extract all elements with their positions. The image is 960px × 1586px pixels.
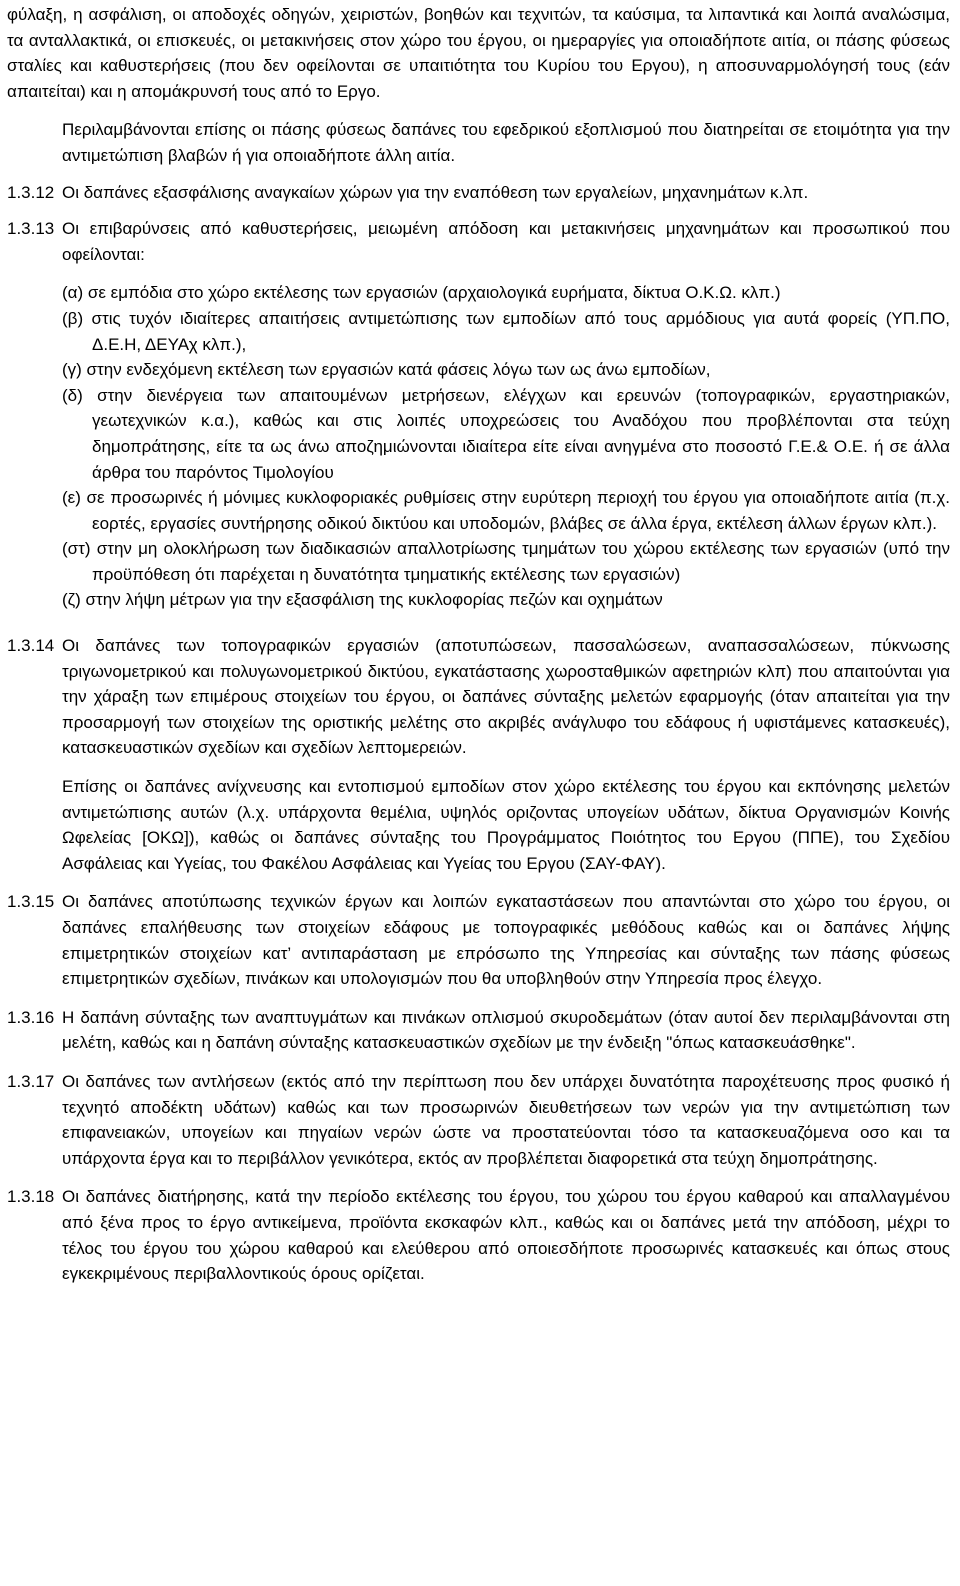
clause-1-3-12	[7, 180, 950, 206]
sub-item-e: (ε) σε προσωρινές ή μόνιμες κυκλοφοριακές ρυθμίσεις στην ευρύτερη περιοχή του έργου για οποιαδήποτε αιτία (π.χ. εορτές, εργασίες συντήρησης οδικού δικτύου και υποδομών, βλάβες σε άλλα έργα, εκτέλεση άλλων έργων κλπ.).	[62, 488, 950, 533]
clause-number: 1.3.13	[7, 219, 55, 239]
clause-number: 1.3.16	[7, 1007, 55, 1027]
clause-text: Οι δαπάνες αποτύπωσης τεχνικών έργων και λοιπών εγκαταστάσεων που απαντώνται στο χώρο του έργου, οι δαπάνες επαλήθευσης των στοιχείων εδάφους με τοπογραφικές μεθόδους καθώς και οι δαπάνες λήψης επιμετρητικών στοιχείων κατ’ αντιπαράσταση με επρόσωπο της Υπηρεσίας και σύνταξης των πάσης φύσεως επιμετρητικών σχεδίων, πινάκων και υπολογισμών που θα υποβληθούν στην Υπηρεσία προς έλεγχο.	[62, 892, 950, 989]
paragraph-reserve-equipment: Περιλαμβάνονται επίσης οι πάσης φύσεως δαπάνες του εφεδρικού εξοπλισμού που διατηρείται σε ετοιμότητα για την αντιμετώπιση βλαβών ή για οποιαδήποτε άλλη αιτία.	[62, 120, 950, 165]
clause-text: Οι δαπάνες των τοπογραφικών εργασιών (αποτυπώσεων, πασσαλώσεων, αναπασσαλώσεων, πύκνωσης τριγωνομετρικού και πολυγωνομετρικού δικτύου, εγκατάστασης χωροσταθμικών αφετηριών κλπ) που απαιτούνται για την χάραξη των επιμέρους στοιχείων του έργου, οι δαπάνες σύνταξης μελετών εφαρμογής (όταν απαιτείται για την προσαρμογή των στοιχείων της οριστικής μελέτης στο ακριβές ανάγλυφο του εδάφους ή υφιστάμενες κατασκευές), κατασκευαστικών σχεδίων και σχεδίων λεπτομερειών.	[62, 636, 950, 758]
sub-item-d: (δ) στην διενέργεια των απαιτουμένων μετρήσεων, ελέγχων και ερευνών (τοπογραφικών, εργαστηριακών, γεωτεχνικών κ.α.), καθώς και στις λοιπές υποχρεώσεις του Αναδόχου που προβλέπονται στα τεύχη δημοπράτησης, είτε τα ως άνω αποζημιώνονται ιδιαίτερα είτε είναι ανηγμένα στο ποσοστό Γ.Ε.& Ο.Ε. ή σε άλλα άρθρα του παρόντος Τιμολογίου	[62, 385, 950, 482]
clause-text: Οι δαπάνες των αντλήσεων (εκτός από την περίπτωση που δεν υπάρχει δυνατότητα παροχέτευσης προς φυσικό ή τεχνητό αποδέκτη υδάτων) καθώς και των προσωρινών διευθετήσεων των νερών για την αντιμετώπιση των επιφανειακών, υπογείων και πηγαίων νερών ώστε να προστατεύονται τόσο τα κατασκευαζόμενα οσο και τα υπάρχοντα έργα και το περιβάλλον γενικότερα, εκτός αν προβλέπεται διαφορετικά στα τεύχη δημοπράτησης.	[62, 1071, 950, 1168]
clause-number: 1.3.15	[7, 892, 55, 912]
clause-number: 1.3.12	[7, 182, 55, 202]
clause-text: Οι δαπάνες εξασφάλισης αναγκαίων χώρων για την εναπόθεση των εργαλείων, μηχανημάτων κ.λπ.	[62, 182, 809, 202]
clause-sublist	[62, 280, 950, 613]
clause-text: Οι δαπάνες διατήρησης, κατά την περίοδο εκτέλεσης του έργου, του χώρου του έργου καθαρού και απαλλαγμένου από ξένα προς το έργο αντικείμενα, προϊόντα εκσκαφών κλπ., καθώς και οι δαπάνες μετά την απόδοση, μέχρι το τέλος του έργου του χώρου καθαρού και ελεύθερου από οποιεσδήποτε προσωρινές κατασκευές και όπως στους εγκεκριμένους περιβαλλοντικούς όρους ορίζεται.	[62, 1187, 950, 1284]
clause-1-3-17	[7, 1069, 950, 1171]
clause-1-3-14	[7, 633, 950, 876]
sub-item-a: (α) σε εμπόδια στο χώρο εκτέλεσης των εργασιών (αρχαιολογικά ευρήματα, δίκτυα Ο.Κ.Ω. κλπ.)	[62, 283, 781, 303]
sub-item-st: (στ) στην μη ολοκλήρωση των διαδικασιών απαλλοτρίωσης τμημάτων του χώρου εκτέλεσης των εργασιών (υπό την προϋπόθεση ότι παρέχεται η δυνατότητα τμηματικής εκτέλεσης των εργασιών)	[62, 539, 950, 584]
clause-1-3-15	[7, 889, 950, 991]
clause-1-3-16	[7, 1005, 950, 1056]
clause-1-3-13	[7, 216, 950, 613]
sub-item-c: (γ) στην ενδεχόμενη εκτέλεση των εργασιών κατά φάσεις λόγω των ως άνω εμποδίων,	[62, 360, 711, 380]
sub-item-z: (ζ) στην λήψη μέτρων για την εξασφάλιση της κυκλοφορίας πεζών και οχημάτων	[62, 590, 663, 610]
sub-item-b: (β) στις τυχόν ιδιαίτερες απαιτήσεις αντιμετώπισης των εμποδίων από τους αρμόδιους για αυτά φορείς (ΥΠ.ΠΟ, Δ.Ε.Η, ΔΕΥΑχ κλπ.),	[62, 308, 950, 354]
clause-text: Η δαπάνη σύνταξης των αναπτυγμάτων και πινάκων οπλισμού σκυροδεμάτων (όταν αυτοί δεν περιλαμβάνονται στη μελέτη, καθώς και η δαπάνη σύνταξης κατασκευαστικών σχεδίων με την ένδειξη "όπως κατασκευάσθηκε".	[62, 1007, 950, 1053]
clause-1-3-18	[7, 1184, 950, 1286]
paragraph-continuation: φύλαξη, η ασφάλιση, οι αποδοχές οδηγών, χειριστών, βοηθών και τεχνιτών, τα καύσιμα, τα λιπαντικά και λοιπά αναλώσιμα, τα ανταλλακτικά, οι επισκευές, οι μετακινήσεις στον χώρο του έργου, οι ημεραργίες για οποιαδήποτε αιτία, οι πάσης φύσεως σταλίες και καθυστερήσεις (που δεν οφείλονται σε υπαιτιότητα του Κυρίου του Εργου), η αποσυναρμολόγησή τους (εάν απαιτείται) και η απομάκρυνσή τους από το Εργο.	[7, 5, 950, 101]
clause-number: 1.3.18	[7, 1187, 55, 1207]
clause-text: Οι επιβαρύνσεις από καθυστερήσεις, μειωμένη απόδοση και μετακινήσεις μηχανημάτων και προσωπικού που οφείλονται:	[62, 219, 950, 264]
clause-number: 1.3.14	[7, 636, 55, 656]
clause-text-continued: Επίσης οι δαπάνες ανίχνευσης και εντοπισμού εμποδίων στον χώρο εκτέλεσης του έργου και εκπόνησης μελετών αντιμετώπισης αυτών (λ.χ. υπάρχοντα θεμέλια, υψηλός οριζοντας υπογείων υδάτων, δίκτυα Οργανισμών Κοινής Ωφελείας [ΟΚΩ]), καθώς οι δαπάνες σύνταξης του Προγράμματος Ποιότητος του Εργου (ΠΠΕ), του Σχεδίου Ασφάλειας και Υγείας, του Φακέλου Ασφάλειας και Υγείας του Εργου (ΣΑΥ-ΦΑΥ).	[62, 777, 950, 873]
clause-number: 1.3.17	[7, 1071, 55, 1091]
